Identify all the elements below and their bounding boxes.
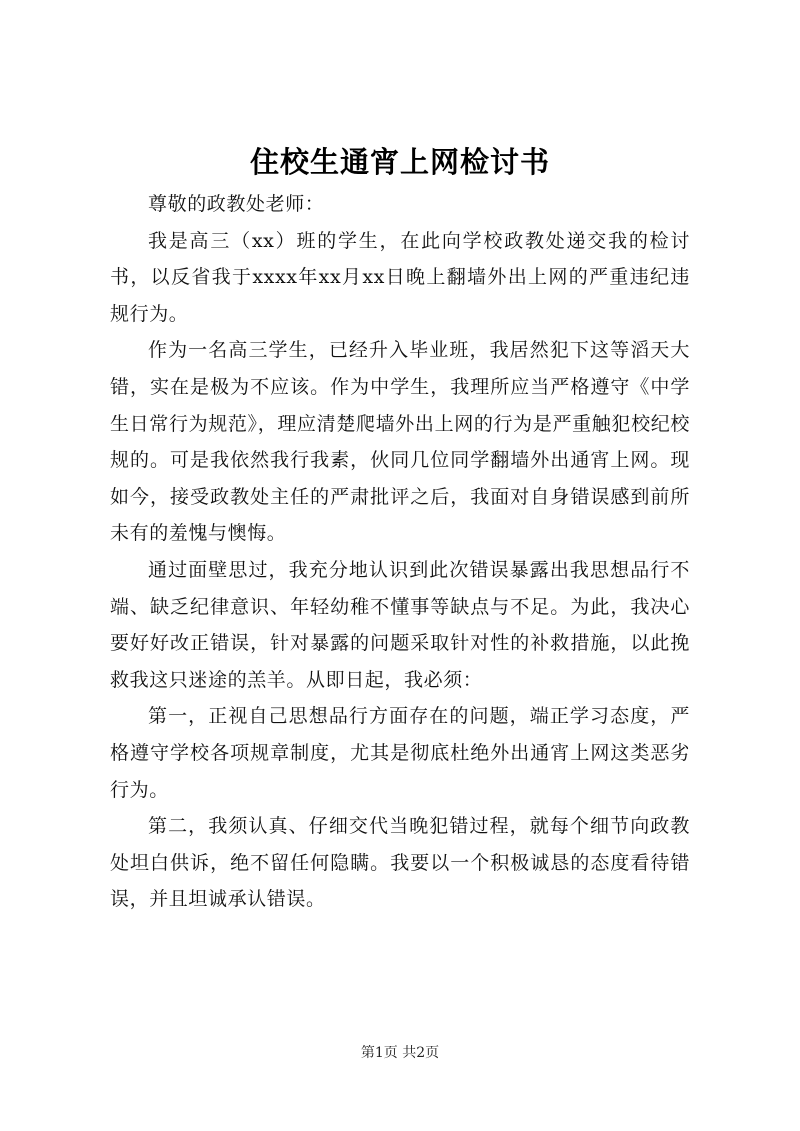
body-paragraph: 第二，我须认真、仔细交代当晚犯错过程，就每个细节向政教处坦白供诉，绝不留任何隐瞒。我要以一个积极诚恳的态度看待错误，并且坦诚承认错误。 [110,815,690,911]
document-title: 住校生通宵上网检讨书 [249,145,550,179]
body-paragraph: 通过面壁思过，我充分地认识到此次错误暴露出我思想品行不端、缺乏纪律意识、年轻幼稚不懂事等缺点与不足。为此，我决心要好好改正错误，针对暴露的问题采取针对性的补救措施，以此挽救我这只迷途的羔羊。从即日起，我必须： [110,558,690,691]
salutation: 尊敬的政教处老师： [148,193,325,215]
body-paragraph: 我是高三（xx）班的学生，在此向学校政教处递交我的检讨书，以反省我于xxxx年xx月xx日晚上翻墙外出上网的严重违纪违规行为。 [110,229,690,325]
body-paragraph: 第一，正视自己思想品行方面存在的问题，端正学习态度，严格遵守学校各项规章制度，尤其是彻底杜绝外出通宵上网这类恶劣行为。 [110,705,690,801]
page-number-footer: 第1页 共2页 [360,1045,440,1061]
body-paragraph: 作为一名高三学生，已经升入毕业班，我居然犯下这等滔天大错，实在是极为不应该。作为中学生，我理所应当严格遵守《中学生日常行为规范》，理应清楚爬墙外出上网的行为是严重触犯校纪校规的。可是我依然我行我素，伙同几位同学翻墙外出通宵上网。现如今，接受政教处主任的严肃批评之后，我面对自身错误感到前所未有的羞愧与懊悔。 [110,339,690,545]
document-body [110,186,690,918]
